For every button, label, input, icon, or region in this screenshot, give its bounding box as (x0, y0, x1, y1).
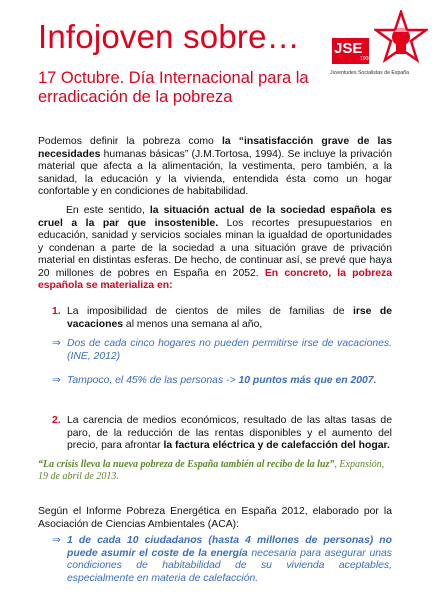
quote-citation: “La crisis lleva la nueva pobreza de España también al recibo de la luz”, Expansión, 19 de abril de 2013. (38, 459, 385, 482)
page-title: Infojoven sobre… (38, 18, 300, 55)
arrow-point-households: ⇒ Dos de cada cinco hogares no pueden permitirse irse de vacaciones.(INE, 2012) (52, 338, 392, 362)
logo-tagline: Juventudes Socialistas de España (330, 70, 410, 76)
paragraph-definition: Podemos definir la pobreza como la “insatisfacción grave de las necesidades humanas básicas” (J.M.Tortosa, 1994). Se incluye la privación material que afecta a la alimentación, la vestimenta, pero también, a la sanidad, la educación y la vivienda, entendida ésta como un hogar confortable y en condiciones de habitabilidad. (38, 136, 392, 197)
page-subtitle: 17 Octubre. Día Internacional para la erradicación de la pobreza (38, 69, 309, 106)
list-number: 2. (52, 415, 61, 426)
jse-logo (330, 10, 428, 80)
arrow-point-energy-poverty: ⇒ 1 de cada 10 ciudadanos (hasta 4 millones de personas) no puede asumir el coste de la energía necesaria para asegurar unas condiciones de habitabilidad de su vivienda aceptables, especialmente en materia de calefacción. (52, 535, 392, 584)
list-item-energy: 2. La carencia de medios económicos, resultado de las altas tasas de paro, de la reducción de las rentas disponibles y el aumento del precio, para afrontar la factura eléctrica y de calefacción del hogar. (52, 415, 392, 451)
logo-text: JSE (334, 40, 363, 57)
fist-rose-emblem-icon (374, 10, 428, 68)
arrow-right-icon: ⇒ (52, 338, 61, 349)
logo-year: 1906 (360, 56, 372, 62)
paragraph-report: Según el Informe Pobreza Energética en España 2012, elaborado por la Asociación de Ciencias Ambientales (ACA): (38, 506, 392, 530)
list-number: 1. (52, 306, 61, 317)
list-item-vacations: 1. La imposibilidad de cientos de miles de familias de irse de vacaciones al menos una semana al año, (52, 306, 392, 330)
arrow-point-percentage: ⇒ Tampoco, el 45% de las personas -> 10 puntos más que en 2007. (52, 375, 377, 386)
arrow-right-icon: ⇒ (52, 535, 61, 546)
arrow-right-icon: ⇒ (52, 375, 61, 386)
paragraph-situation: En este sentido, la situación actual de la sociedad española es cruel a la par que insostenible. Los recortes presupuestarios en educación, sanidad y servicios sociales minan la igualdad de oportunidades y condenan a parte de la sociedad a una situación grave de privación material en distintas esferas. De hecho, de continuar así, se prevé que haya 20 millones de pobres en España en 2052. En concreto, la pobreza española se materializa en: (38, 205, 393, 291)
